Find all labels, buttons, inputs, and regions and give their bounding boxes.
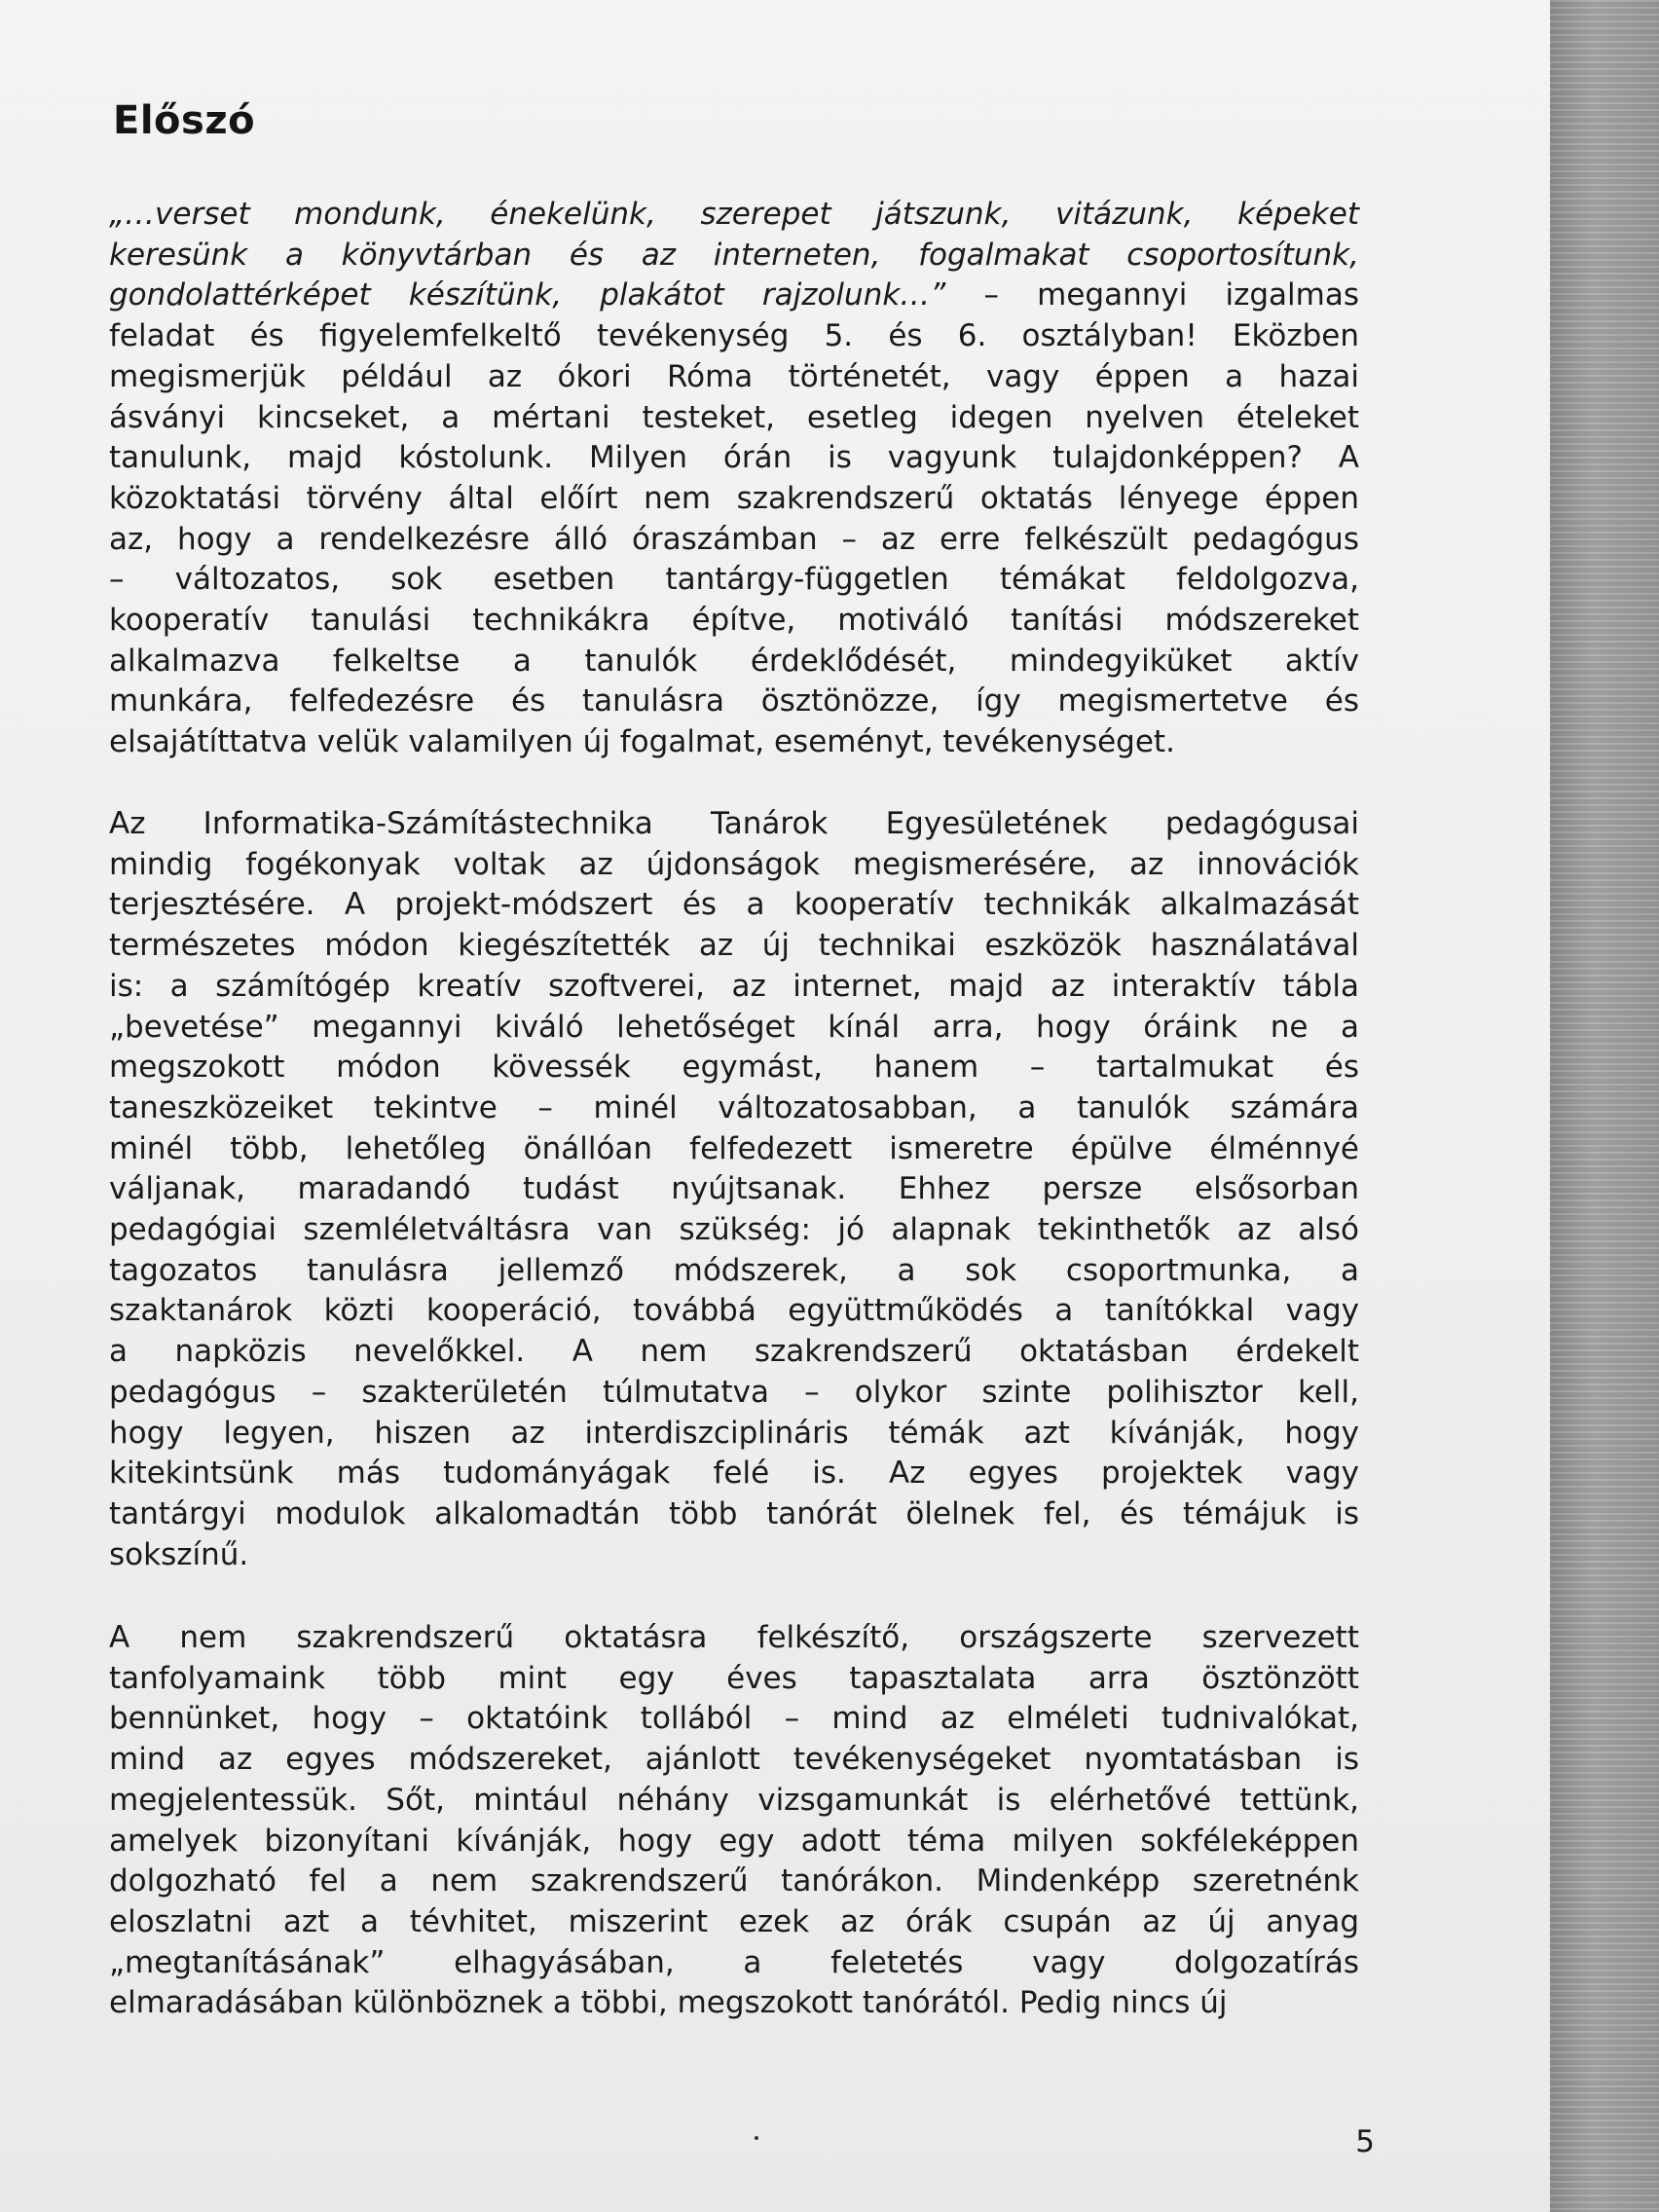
italic-text-run: gondolattérképet készítünk, plakátot rajzolunk…” xyxy=(109,277,946,313)
text-run: taneszközeiket tekintve – minél változatosabban, a tanulók számára xyxy=(109,1089,1359,1125)
text-run: alkalmazva felkeltse a tanulók érdeklődését, mindegyiküket aktív xyxy=(109,643,1359,679)
text-line xyxy=(109,1088,1359,1129)
text-run: dolgozható fel a nem szakrendszerű tanórákon. Mindenképp szeretnénk xyxy=(109,1863,1359,1899)
text-line xyxy=(109,642,1359,682)
text-line xyxy=(109,438,1359,479)
text-line xyxy=(109,1414,1359,1455)
text-run: kitekintsünk más tudományágak felé is. Az egyes projektek vagy xyxy=(109,1456,1359,1492)
paragraph-1 xyxy=(109,195,1359,763)
text-line xyxy=(109,722,1359,763)
text-line xyxy=(109,601,1359,642)
text-line xyxy=(109,479,1359,520)
text-line xyxy=(109,967,1359,1008)
text-run: hogy legyen, hiszen az interdiszciplináris témák azt kívánják, hogy xyxy=(109,1415,1359,1451)
text-line xyxy=(109,1983,1359,2024)
text-line xyxy=(109,1373,1359,1414)
text-run: Az Informatika-Számítástechnika Tanárok Egyesületének pedagógusai xyxy=(109,806,1359,841)
text-line xyxy=(109,236,1359,276)
text-line xyxy=(109,1494,1359,1535)
text-line xyxy=(109,1659,1359,1700)
text-line xyxy=(109,1454,1359,1494)
text-line xyxy=(109,804,1359,845)
text-run: A nem szakrendszerű oktatásra felkészítő, országszerte szervezett xyxy=(109,1620,1359,1655)
text-line xyxy=(109,845,1359,886)
text-run: – megannyi izgalmas xyxy=(945,277,1359,313)
text-line xyxy=(109,1169,1359,1210)
text-line xyxy=(109,316,1359,357)
text-run: elmaradásában különböznek a többi, megszokott tanórától. Pedig nincs új xyxy=(109,1985,1228,2021)
text-run: pedagógiai szemléletváltásra van szükség: jó alapnak tekinthetők az alsó xyxy=(109,1212,1359,1248)
text-run: minél több, lehetőleg önállóan felfedezett ismeretre épülve élménnyé xyxy=(109,1130,1359,1166)
text-line xyxy=(109,1862,1359,1902)
paragraph-3 xyxy=(109,1618,1359,2024)
text-run: elsajátíttatva velük valamilyen új fogalmat, eseményt, tevékenységet. xyxy=(109,724,1175,760)
text-line xyxy=(109,1008,1359,1049)
text-run: ásványi kincseket, a mértani testeket, esetleg idegen nyelven ételeket xyxy=(109,399,1359,435)
text-run: megszokott módon kövessék egymást, hanem – tartalmukat és xyxy=(109,1050,1359,1086)
text-line xyxy=(109,357,1359,398)
text-line xyxy=(109,1048,1359,1088)
text-line xyxy=(109,1210,1359,1251)
text-line xyxy=(109,1822,1359,1862)
text-line xyxy=(109,1740,1359,1781)
text-run: feladat és figyelemfelkeltő tevékenység 5. és 6. osztályban! Eközben xyxy=(109,318,1359,354)
text-line xyxy=(109,1943,1359,1984)
text-line xyxy=(109,926,1359,967)
text-run: amelyek bizonyítani kívánják, hogy egy adott téma milyen sokféleképpen xyxy=(109,1823,1359,1859)
text-run: tanulunk, majd kóstolunk. Milyen órán is vagyunk tulajdonképpen? A xyxy=(109,440,1359,476)
text-run: megismerjük például az ókori Róma történetét, vagy éppen a hazai xyxy=(109,358,1359,394)
page-edge xyxy=(1550,0,1659,2212)
text-line xyxy=(109,1902,1359,1943)
text-line xyxy=(109,276,1359,316)
text-run: „megtanításának” elhagyásában, a feletetés vagy dolgozatírás xyxy=(109,1944,1359,1980)
text-line xyxy=(109,1781,1359,1822)
text-line xyxy=(109,682,1359,722)
text-line xyxy=(109,1129,1359,1170)
text-run: tantárgyi modulok alkalomadtán több tanórát ölelnek fel, és témájuk is xyxy=(109,1495,1359,1531)
text-run: mindig fogékonyak voltak az újdonságok megismerésére, az innovációk xyxy=(109,846,1359,882)
text-run: terjesztésére. A projekt-módszert és a kooperatív technikák alkalmazását xyxy=(109,887,1359,923)
text-run: mind az egyes módszereket, ajánlott tevékenységeket nyomtatásban is xyxy=(109,1742,1359,1778)
text-line xyxy=(109,1332,1359,1373)
text-line xyxy=(109,195,1359,236)
text-line xyxy=(109,1291,1359,1332)
text-line xyxy=(109,885,1359,926)
text-run: a napközis nevelőkkel. A nem szakrendszerű oktatásban érdekelt xyxy=(109,1334,1359,1370)
print-dot xyxy=(755,2136,758,2140)
text-run: tagozatos tanulásra jellemző módszerek, a sok csoportmunka, a xyxy=(109,1252,1359,1288)
text-line xyxy=(109,1618,1359,1659)
text-run: pedagógus – szakterületén túlmutatva – olykor szinte polihisztor kell, xyxy=(109,1374,1359,1410)
text-run: megjelentessük. Sőt, mintául néhány vizsgamunkát is elérhetővé tettünk, xyxy=(109,1782,1359,1818)
text-run: „bevetése” megannyi kiváló lehetőséget kínál arra, hogy óráink ne a xyxy=(109,1009,1359,1045)
page-title: Előszó xyxy=(113,98,256,143)
italic-text-run: „…verset mondunk, énekelünk, szerepet játszunk, vitázunk, képeket xyxy=(109,197,1359,232)
text-run: szaktanárok közti kooperáció, továbbá együttműködés a tanítókkal vagy xyxy=(109,1293,1359,1329)
text-line xyxy=(109,1699,1359,1740)
text-run: bennünket, hogy – oktatóink tollából – mind az elméleti tudnivalókat, xyxy=(109,1701,1359,1737)
text-run: közoktatási törvény által előírt nem szakrendszerű oktatás lényege éppen xyxy=(109,480,1359,516)
page-number: 5 xyxy=(1355,2124,1375,2159)
italic-text-run: keresünk a könyvtárban és az interneten, fogalmakat csoportosítunk, xyxy=(109,237,1359,273)
text-run: kooperatív tanulási technikákra építve, motiváló tanítási módszereket xyxy=(109,603,1359,639)
text-line xyxy=(109,398,1359,439)
text-run: eloszlatni azt a tévhitet, miszerint ezek az órák csupán az új anyag xyxy=(109,1903,1359,1939)
text-line xyxy=(109,1535,1359,1576)
text-run: – változatos, sok esetben tantárgy-független témákat feldolgozva, xyxy=(109,562,1359,598)
text-run: az, hogy a rendelkezésre álló óraszámban – az erre felkészült pedagógus xyxy=(109,521,1359,557)
text-line xyxy=(109,520,1359,561)
text-run: természetes módon kiegészítették az új technikai eszközök használatával xyxy=(109,928,1359,964)
text-line xyxy=(109,560,1359,601)
text-run: tanfolyamaink több mint egy éves tapasztalata arra ösztönzött xyxy=(109,1660,1359,1696)
paragraph-2 xyxy=(109,804,1359,1575)
text-run: munkára, felfedezésre és tanulásra ösztönözze, így megismertetve és xyxy=(109,683,1359,719)
text-line xyxy=(109,1251,1359,1292)
text-run: sokszínű. xyxy=(109,1536,249,1572)
text-run: váljanak, maradandó tudást nyújtsanak. Ehhez persze elsősorban xyxy=(109,1171,1359,1207)
text-run: is: a számítógép kreatív szoftverei, az internet, majd az interaktív tábla xyxy=(109,968,1359,1004)
